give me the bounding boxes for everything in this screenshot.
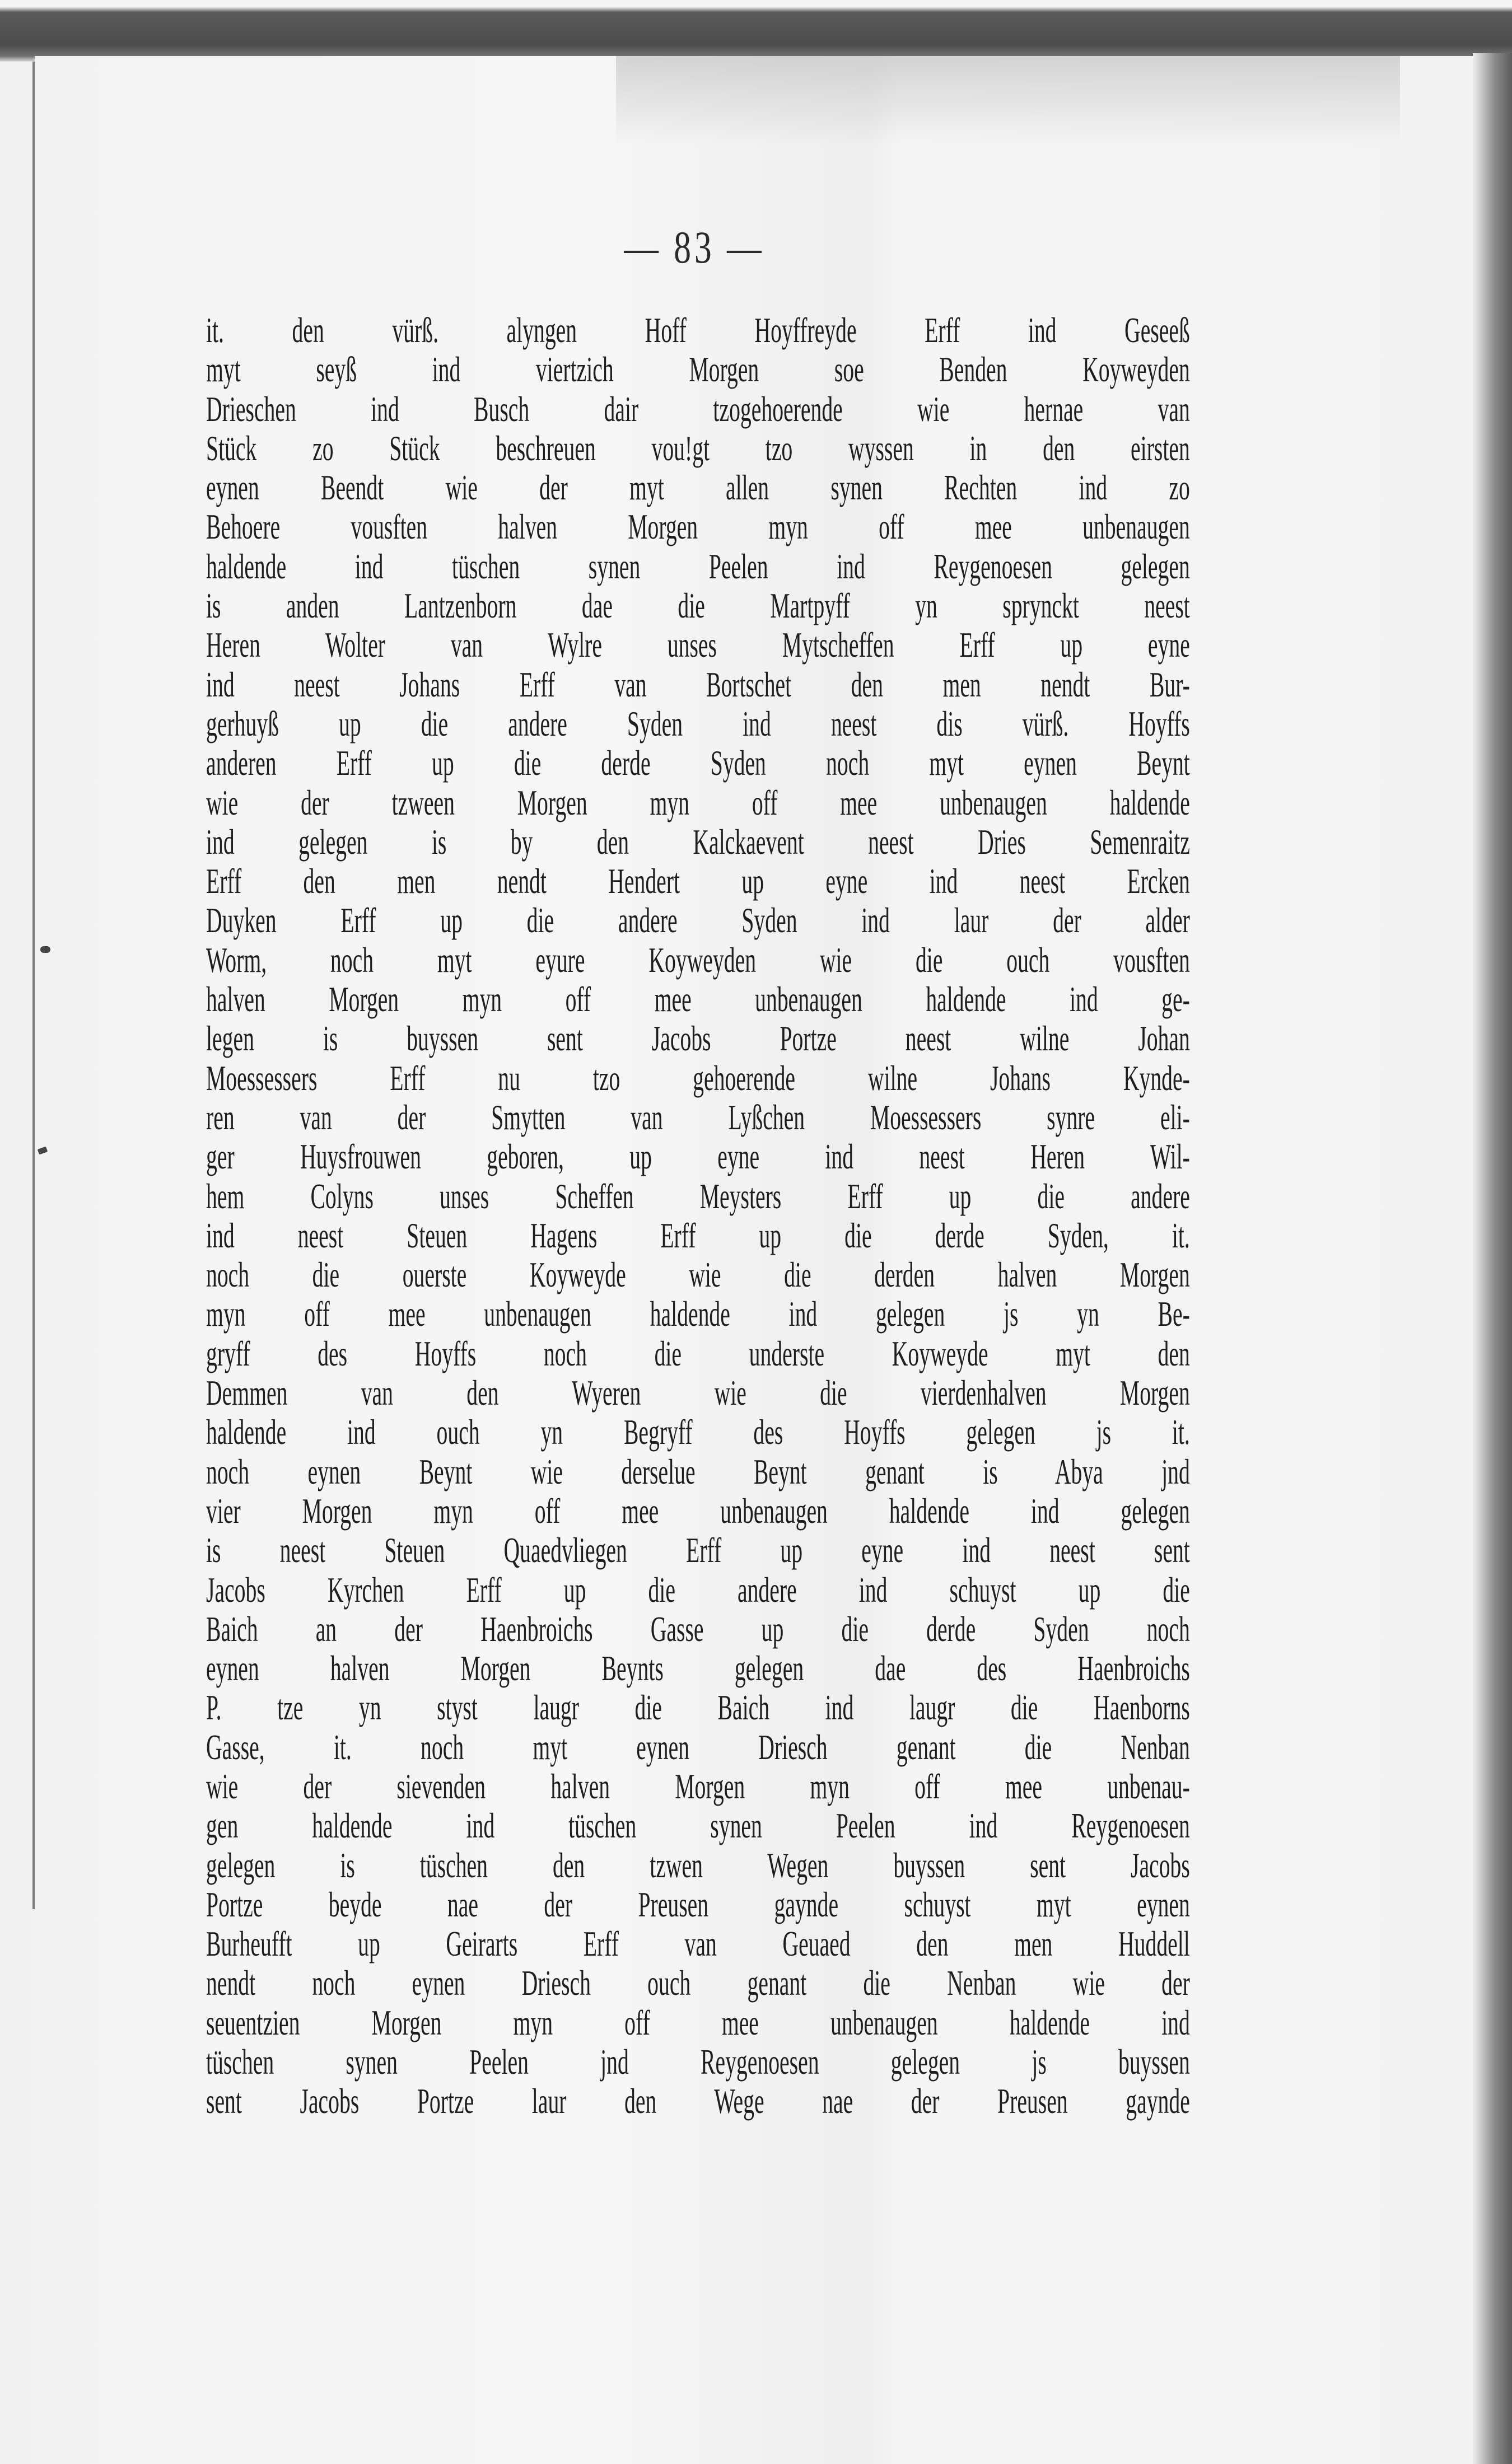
text-line [206, 311, 1192, 350]
text-line-content: ind neest Johans Erff van Bortschet den men nendt Bur- [206, 664, 1190, 704]
text-line [206, 665, 1192, 704]
text-line-content: myt seyß ind viertzich Morgen soe Benden Koyweyden [206, 349, 1190, 390]
text-line-content: eynen halven Morgen Beynts gelegen dae des Haenbroichs [206, 1648, 1190, 1689]
text-line [206, 1963, 1192, 2003]
text-line-content: gryff des Hoyffs noch die underste Koyweyde myt den [206, 1333, 1190, 1373]
text-line-content: Moessessers Erff nu tzo gehoerende wilne Johans Kynde- [206, 1058, 1190, 1098]
text-line-content: gelegen is tüschen den tzwen Wegen buyssen sent Jacobs [206, 1845, 1190, 1885]
text-line [206, 1137, 1192, 1176]
text-line-content: wie der tzween Morgen myn off mee unbenaugen haldende [206, 782, 1190, 822]
text-line-content: ger Huysfrouwen geboren, up eyne ind neest Heren Wil- [206, 1137, 1190, 1177]
text-line [206, 704, 1192, 744]
text-line [206, 468, 1192, 507]
text-line-content: halven Morgen myn off mee unbenaugen haldende ind ge- [206, 979, 1190, 1020]
scan-top-border [0, 0, 1512, 62]
text-line-content: legen is buyssen sent Jacobs Portze neest wilne Johan [206, 1018, 1190, 1059]
text-line [206, 1216, 1192, 1255]
text-line-content: noch eynen Beynt wie derselue Beynt genant is Abya jnd [206, 1451, 1190, 1492]
text-line-content: Stück zo Stück beschreuen vou!gt tzo wyssen in den eirsten [206, 428, 1190, 468]
text-line [206, 1019, 1192, 1058]
text-line [206, 429, 1192, 468]
text-line-content: it. den vürß. alyngen Hoff Hoyffreyde Erff ind Geseeß [206, 310, 1190, 350]
text-line [206, 507, 1192, 546]
text-line [206, 1885, 1192, 1924]
text-line-content: nendt noch eynen Driesch ouch genant die Nenban wie der [206, 1963, 1190, 2003]
text-line [206, 2003, 1192, 2042]
text-line [206, 822, 1192, 862]
scan-right-shadow [1473, 53, 1512, 2464]
text-line [206, 1806, 1192, 1845]
text-line [206, 1649, 1192, 1688]
text-line [206, 783, 1192, 822]
text-line [206, 1098, 1192, 1137]
text-line [206, 862, 1192, 901]
text-line [206, 1767, 1192, 1806]
text-line-content: sent Jacobs Portze laur den Wege nae der Preusen gaynde [206, 2081, 1190, 2121]
text-line-content: Burheufft up Geirarts Erff van Geuaed den men Huddell [206, 1924, 1190, 1964]
text-line-content: Portze beyde nae der Preusen gaynde schuyst myt eynen [206, 1884, 1190, 1924]
text-line [206, 1728, 1192, 1767]
text-line [206, 547, 1192, 586]
text-line [206, 744, 1192, 783]
text-line-content: Baich an der Haenbroichs Gasse up die derde Syden noch [206, 1609, 1190, 1649]
text-line-content: Heren Wolter van Wylre unses Mytscheffen Erff up eyne [206, 625, 1190, 665]
text-line-content: ind neest Steuen Hagens Erff up die derde Syden, it. [206, 1215, 1190, 1255]
text-line [206, 350, 1192, 389]
text-line [206, 901, 1192, 940]
text-line-content: Behoere vousften halven Morgen myn off mee unbenaugen [206, 507, 1190, 547]
margin-mark [40, 946, 50, 953]
text-line-content: ind gelegen is by den Kalckaevent neest Dries Semenraitz [206, 821, 1190, 862]
text-line [206, 1373, 1192, 1413]
text-line-content: is neest Steuen Quaedvliegen Erff up eyne ind neest sent [206, 1530, 1190, 1570]
text-line-content: myn off mee unbenaugen haldende ind gelegen js yn Be- [206, 1294, 1190, 1334]
text-line-content: Erff den men nendt Hendert up eyne ind neest Ercken [206, 861, 1190, 901]
text-line [206, 1570, 1192, 1610]
text-line [206, 390, 1192, 429]
text-line-content: gerhuyß up die andere Syden ind neest dis vürß. Hoyffs [206, 703, 1190, 744]
text-line [206, 1610, 1192, 1649]
text-line-content: gen haldende ind tüschen synen Peelen ind Reygenoesen [206, 1806, 1190, 1846]
text-line-content: Worm, noch myt eyure Koyweyden wie die ouch vousften [206, 939, 1190, 980]
text-line [206, 2042, 1192, 2082]
text-line-content: tüschen synen Peelen jnd Reygenoesen gelegen js buyssen [206, 2042, 1190, 2082]
page-number: — 83 — [624, 222, 765, 273]
text-line-content: Demmen van den Wyeren wie die vierdenhalven Morgen [206, 1373, 1190, 1413]
text-line [206, 1294, 1192, 1334]
text-line [206, 586, 1192, 625]
body-text [206, 311, 1192, 2121]
text-line-content: Gasse, it. noch myt eynen Driesch genant die Nenban [206, 1727, 1190, 1767]
text-line [206, 1177, 1192, 1216]
text-line-content: anderen Erff up die derde Syden noch myt eynen Beynt [206, 743, 1190, 783]
text-line [206, 1334, 1192, 1373]
page-left-edge [32, 62, 35, 1909]
text-line-content: haldende ind tüschen synen Peelen ind Reygenoesen gelegen [206, 546, 1190, 586]
text-line-content: Drieschen ind Busch dair tzogehoerende wie hernae van [206, 389, 1190, 429]
text-line-content: hem Colyns unses Scheffen Meysters Erff up die andere [206, 1176, 1190, 1216]
text-line [206, 1924, 1192, 1963]
text-line [206, 1492, 1192, 1531]
text-line [206, 1413, 1192, 1452]
text-line-content: eynen Beendt wie der myt allen synen Rechten ind zo [206, 467, 1190, 508]
scan-smudge [616, 56, 1400, 146]
text-line-content: ren van der Smytten van Lyßchen Moessessers synre eli- [206, 1097, 1190, 1137]
text-line [206, 2082, 1192, 2121]
text-line-content: P. tze yn styst laugr die Baich ind laugr die Haenborns [206, 1687, 1190, 1728]
text-line-content: haldende ind ouch yn Begryff des Hoyffs gelegen js it. [206, 1412, 1190, 1452]
text-line-content: vier Morgen myn off mee unbenaugen haldende ind gelegen [206, 1490, 1190, 1531]
text-line-content: seuentzien Morgen myn off mee unbenaugen haldende ind [206, 2002, 1190, 2042]
text-line [206, 1452, 1192, 1492]
text-line [206, 625, 1192, 665]
text-line-content: wie der sievenden halven Morgen myn off mee unbenau- [206, 1766, 1190, 1806]
text-line [206, 1846, 1192, 1885]
text-line [206, 1688, 1192, 1727]
text-line [206, 980, 1192, 1019]
text-line [206, 941, 1192, 980]
text-line [206, 1255, 1192, 1294]
text-line [206, 1531, 1192, 1570]
text-line-content: is anden Lantzenborn dae die Martpyff yn sprynckt neest [206, 586, 1190, 626]
text-line [206, 1059, 1192, 1098]
text-line-content: Duyken Erff up die andere Syden ind laur der alder [206, 900, 1190, 941]
text-line-content: noch die ouerste Koyweyde wie die derden halven Morgen [206, 1255, 1190, 1295]
text-line-content: Jacobs Kyrchen Erff up die andere ind schuyst up die [206, 1569, 1190, 1610]
